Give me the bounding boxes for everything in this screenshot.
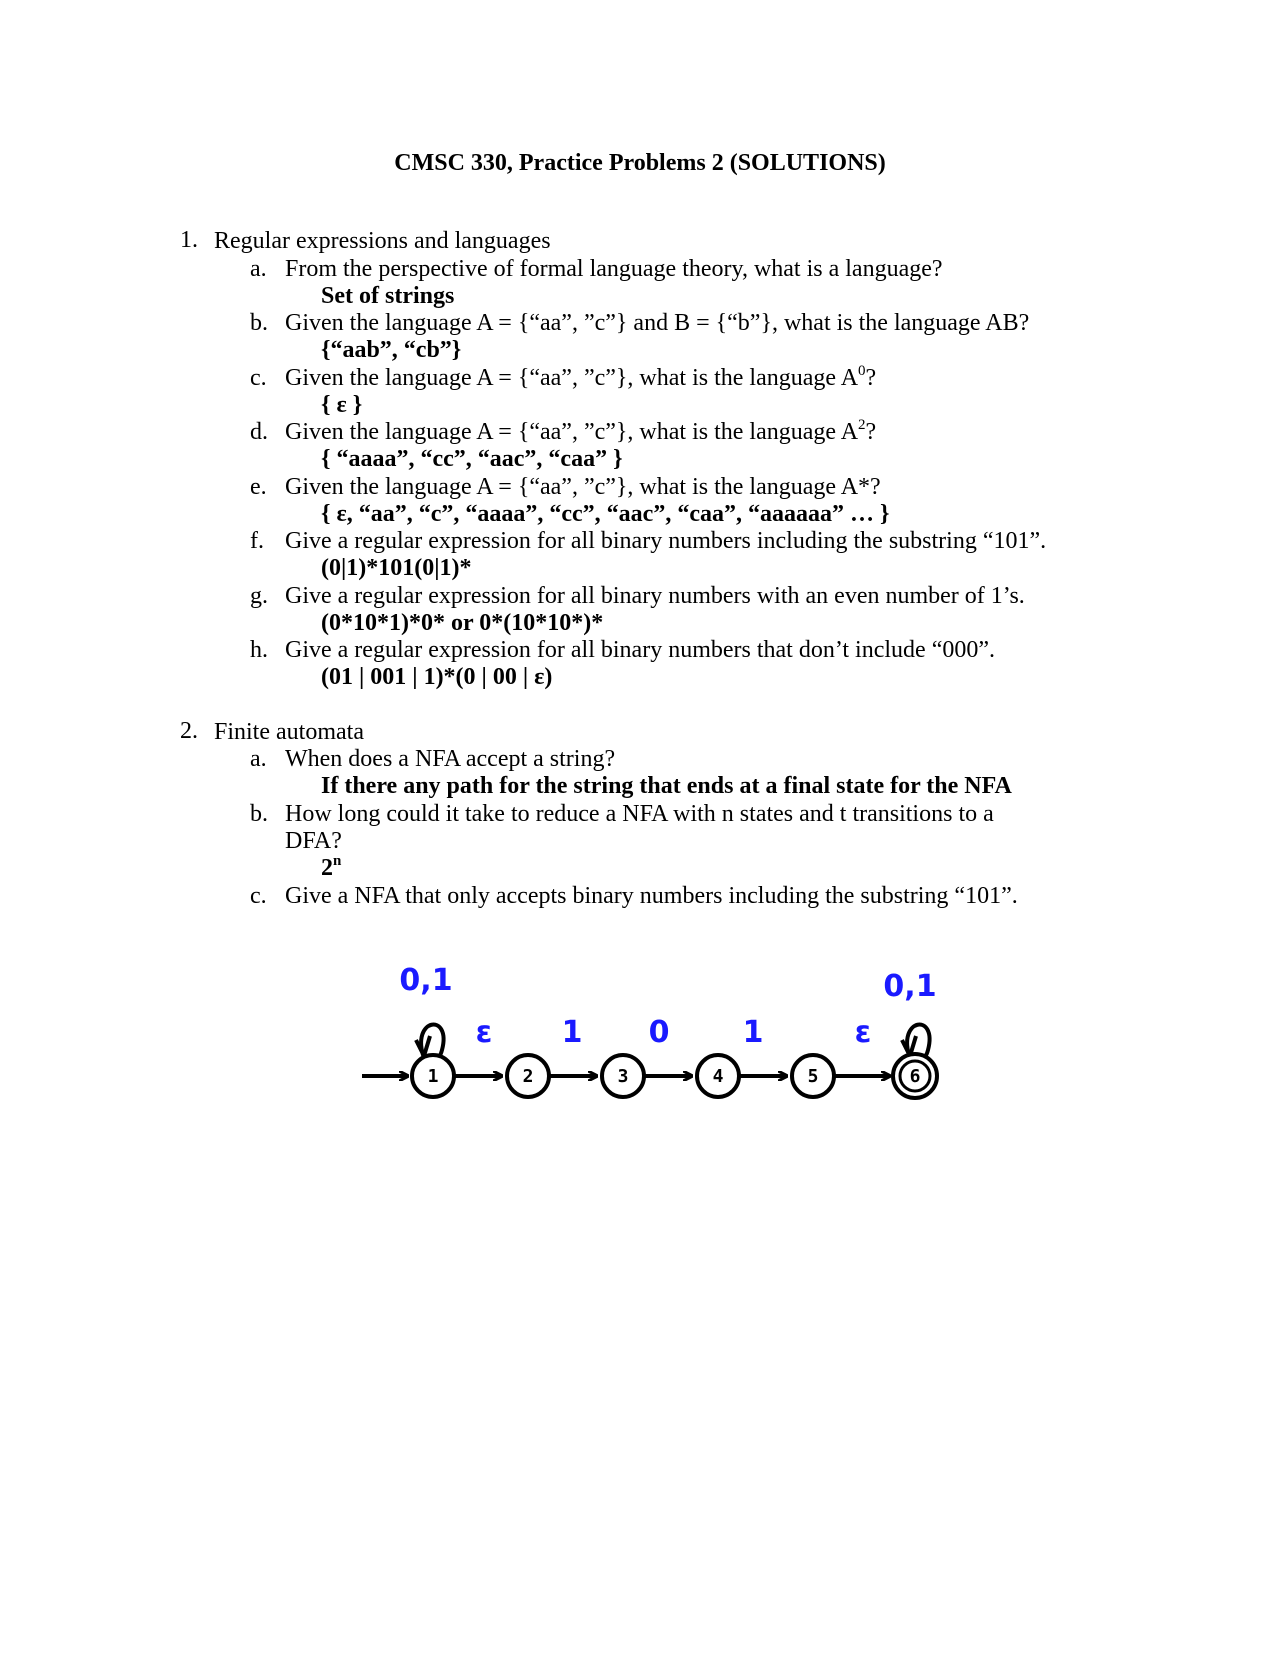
q1h-letter: h.	[250, 637, 268, 663]
q1b-letter: b.	[250, 310, 268, 336]
state-label-3: 3	[617, 1066, 629, 1087]
q1g-letter: g.	[250, 583, 268, 609]
nfa-diagram	[360, 960, 1000, 1140]
q1c-answer: { ε }	[321, 392, 363, 418]
loop-label-start: 0,1	[399, 963, 453, 998]
transition-label-2: 1	[561, 1015, 583, 1050]
q1f-answer: (0|1)*101(0|1)*	[321, 555, 472, 581]
q1e-question: Given the language A = {“aa”, ”c”}, what is the language A*?	[285, 474, 881, 500]
q2c-letter: c.	[250, 883, 267, 909]
state-label-5: 5	[807, 1066, 819, 1087]
q1h-question: Give a regular expression for all binary numbers that don’t include “000”.	[285, 637, 996, 663]
transition-label-1: ε	[475, 1015, 493, 1050]
loop-label-end: 0,1	[883, 969, 937, 1004]
q2-heading: Finite automata	[214, 719, 364, 745]
q1c-question: Given the language A = {“aa”, ”c”}, what is the language $A^0$?	[285, 363, 877, 391]
q2a-answer: If there any path for the string that ends at a final state for the NFA	[321, 773, 1012, 799]
page-title: CMSC 330, Practice Problems 2 (SOLUTIONS)	[394, 150, 886, 176]
state-label-4: 4	[712, 1066, 724, 1087]
q1a-answer: Set of strings	[321, 283, 455, 309]
q1c-letter: c.	[250, 365, 267, 391]
q1-number: 1.	[180, 227, 198, 253]
q1g-question: Give a regular expression for all binary numbers with an even number of 1’s.	[285, 583, 1025, 609]
q1d-letter: d.	[250, 419, 268, 445]
q2b-letter: b.	[250, 801, 268, 827]
transition-label-5: ε	[854, 1015, 872, 1050]
q1f-letter: f.	[250, 528, 264, 554]
q2a-question: When does a NFA accept a string?	[285, 746, 616, 772]
q1a-letter: a.	[250, 256, 267, 282]
q2-number: 2.	[180, 718, 198, 744]
q1e-letter: e.	[250, 474, 267, 500]
q2b-question-line1: How long could it take to reduce a NFA with n states and t transitions to a	[285, 801, 994, 827]
q1g-answer: (0*10*1)*0* or 0*(10*10*)*	[321, 610, 604, 636]
state-label-1: 1	[427, 1066, 439, 1087]
q1e-answer: { ε, “aa”, “c”, “aaaa”, “cc”, “aac”, “caa”, “aaaaaa” … }	[321, 501, 890, 527]
q1d-answer: { “aaaa”, “cc”, “aac”, “caa” }	[321, 446, 623, 472]
transition-label-4: 1	[742, 1015, 764, 1050]
q1d-question: Given the language A = {“aa”, ”c”}, what is the language $A^2$?	[285, 417, 877, 445]
q2b-question-line2: DFA?	[285, 828, 342, 854]
q1a-question: From the perspective of formal language theory, what is a language?	[285, 256, 943, 282]
q1h-answer: (01 | 001 | 1)*(0 | 00 | ε)	[321, 664, 553, 690]
q2a-letter: a.	[250, 746, 267, 772]
q1f-question: Give a regular expression for all binary numbers including the substring “101”.	[285, 528, 1047, 554]
state-label-6: 6	[909, 1066, 921, 1087]
q1b-answer: {“aab”, “cb”}	[321, 337, 462, 363]
q1-heading: Regular expressions and languages	[214, 228, 551, 254]
q2c-question: Give a NFA that only accepts binary numbers including the substring “101”.	[285, 883, 1018, 909]
q1b-question: Given the language A = {“aa”, ”c”} and B = {“b”}, what is the language AB?	[285, 310, 1030, 336]
transition-label-3: 0	[648, 1015, 670, 1050]
q2b-answer: 2$^n$	[321, 853, 342, 881]
state-label-2: 2	[522, 1066, 534, 1087]
